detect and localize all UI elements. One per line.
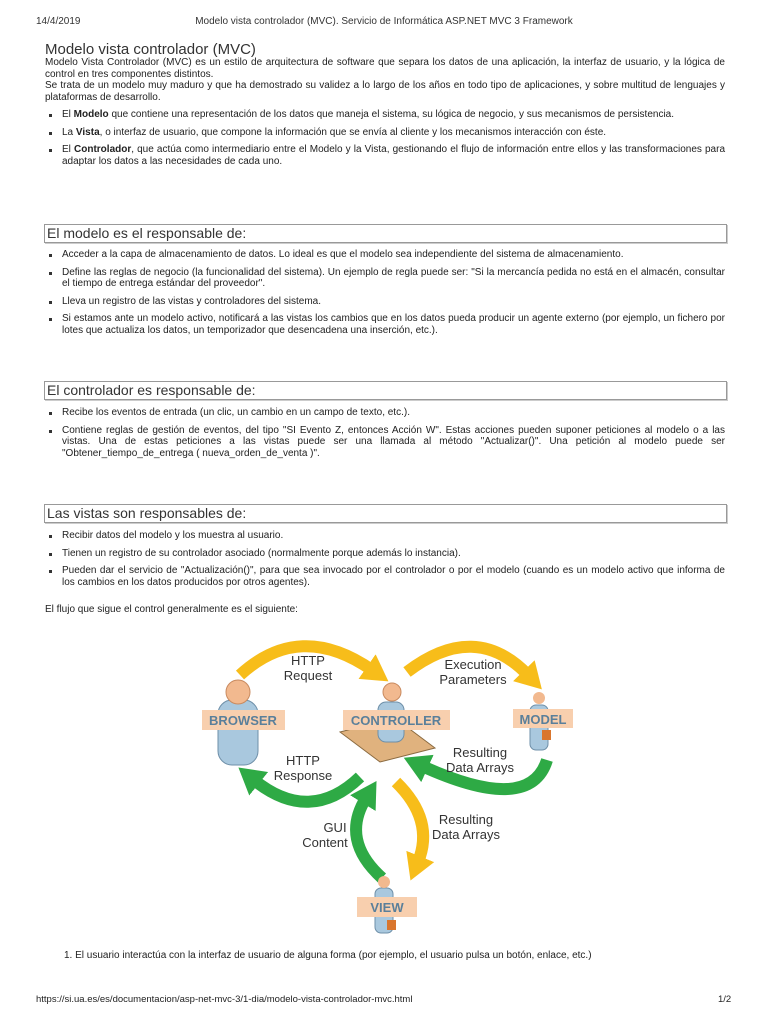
list-item: [45, 127, 725, 139]
execution-label-1: Execution: [444, 657, 502, 672]
item-text: Lleva un registro de las vistas y controladores del sistema.: [62, 295, 322, 307]
bullet-icon: [49, 570, 52, 573]
bullet-icon: [49, 254, 52, 257]
http-request-label-2: Request: [283, 668, 333, 683]
model-result-label-1: Resulting: [452, 745, 508, 760]
gui-label-2: Content: [302, 835, 348, 850]
item-text: Recibe los eventos de entrada (un clic, un cambio en un campo de texto, etc.).: [62, 407, 410, 418]
step-item: 1. El usuario interactúa con la interfaz de usuario de alguna forma (por ejemplo, el usuario pulsa un botón, enlace, etc.): [64, 950, 592, 961]
list-item: [45, 144, 725, 167]
list-item: [45, 407, 725, 419]
execution-label-2: Parameters: [439, 672, 507, 687]
intro-text-2: Se trata de un modelo muy maduro y que ha demostrado su validez a lo largo de los años en todo tipo de aplicaciones, y sobre multitud de lenguajes y plataformas de desarrollo.: [45, 80, 725, 104]
intro-list: [45, 109, 725, 173]
item-text: Define las reglas de negocio (la funcionalidad del sistema). Un ejemplo de regla puede ser: "Si la mercancía pedida no está en el almacén, consultar el tiempo de entrega estándar del proveedor".: [62, 266, 725, 289]
page-number: 1/2: [718, 994, 732, 1005]
views-section-heading: Las vistas son responsables de:: [44, 504, 727, 523]
bullet-icon: [49, 430, 52, 433]
model-list: [45, 249, 725, 342]
item-text: Contiene reglas de gestión de eventos, del tipo "SI Evento Z, entonces Acción W". Estas acciones pueden suponer peticiones al modelo o a las vistas. Una de estas peticiones a las vistas puede ser una llamada al método "Actualizar()". Una petición al modelo puede ser "Obtener_tiempo_de_entrega ( nueva_orden_de_venta )".: [62, 424, 725, 459]
views-list: [45, 530, 725, 594]
view-result-label-1: Resulting: [438, 812, 494, 827]
list-item: [45, 548, 725, 560]
bullet-icon: [49, 301, 52, 304]
item-term: Controlador: [74, 144, 132, 155]
bullet-icon: [49, 318, 52, 321]
page-title: Modelo vista controlador (MVC): [45, 41, 256, 58]
bullet-icon: [49, 114, 52, 117]
controller-label: CONTROLLER: [350, 713, 442, 728]
intro-paragraph: [45, 57, 725, 104]
http-response-label-1: HTTP: [286, 753, 320, 768]
view-label: VIEW: [370, 900, 404, 915]
model-result-label-2: Data Arrays: [446, 760, 514, 775]
list-item: [45, 249, 725, 261]
browser-label: BROWSER: [209, 713, 277, 728]
page-url: https://si.ua.es/es/documentacion/asp-net-mvc-3/1-dia/modelo-vista-controlador-mvc.html: [36, 994, 413, 1005]
item-text: , o interfaz de usuario, que compone la información que se envía al cliente y los mecanismos interacción con éste.: [99, 126, 607, 138]
bullet-icon: [49, 535, 52, 538]
item-text: que contiene una representación de los datos que maneja el sistema, su lógica de negocio, y sus mecanismos de persistencia.: [108, 109, 675, 120]
item-text: Si estamos ante un modelo activo, notificará a las vistas los cambios que en los datos pueda producir un agente externo (por ejemplo, un fichero por lotes que actualiza los datos, un temporizador que desencadena una inserción, etc.).: [62, 313, 725, 336]
item-text: Acceder a la capa de almacenamiento de datos. Lo ideal es que el modelo sea independiente del sistema de almacenamiento.: [62, 249, 624, 260]
list-item: [45, 313, 725, 336]
print-date: 14/4/2019: [36, 16, 81, 27]
gui-content-arrow: [356, 798, 382, 878]
list-item: [45, 425, 725, 460]
http-request-label-1: HTTP: [291, 653, 325, 668]
controller-section-heading: El controlador es responsable de:: [44, 381, 727, 400]
mvc-diagram: [190, 630, 590, 940]
view-result-label-2: Data Arrays: [432, 827, 500, 842]
controller-list: [45, 407, 725, 465]
bullet-icon: [49, 272, 52, 275]
bullet-icon: [49, 132, 52, 135]
print-title: Modelo vista controlador (MVC). Servicio de Informática ASP.NET MVC 3 Framework: [195, 16, 573, 27]
list-item: [45, 296, 725, 308]
flow-intro: El flujo que sigue el control generalmente es el siguiente:: [45, 604, 298, 615]
item-text: Recibir datos del modelo y los muestra al usuario.: [62, 530, 284, 541]
list-item: [45, 530, 725, 542]
view-result-arrow: [396, 782, 423, 862]
model-section-heading: El modelo es el responsable de:: [44, 224, 727, 243]
item-text: La: [62, 126, 76, 138]
bullet-icon: [49, 553, 52, 556]
list-item: [45, 109, 725, 121]
item-text: , que actúa como intermediario entre el Modelo y la Vista, gestionando el flujo de información entre ellos y las transformaciones para adaptar los datos a las necesidades de cada uno.: [62, 144, 726, 167]
list-item: [45, 565, 725, 588]
list-item: [45, 267, 725, 290]
item-text: Pueden dar el servicio de "Actualización()", para que sea invocado por el controlador o por el modelo (cuando es un modelo activo que informa de los cambios en los datos producidos por otros agentes).: [62, 565, 725, 588]
item-term: Vista: [75, 126, 100, 138]
item-text: Tienen un registro de su controlador asociado (normalmente porque además lo instancia).: [62, 547, 461, 559]
gui-label-1: GUI: [323, 820, 347, 835]
bullet-icon: [49, 412, 52, 415]
bullet-icon: [49, 149, 52, 152]
item-term: Modelo: [73, 109, 109, 120]
item-text: El: [62, 144, 75, 155]
item-text: El: [62, 109, 74, 120]
intro-text-1: Modelo Vista Controlador (MVC) es un estilo de arquitectura de software que separa los datos de una aplicación, la interfaz de usuario, y la lógica de control en tres componentes distintos.: [45, 57, 725, 80]
http-response-label-2: Response: [273, 768, 333, 783]
model-label: MODEL: [519, 712, 567, 727]
